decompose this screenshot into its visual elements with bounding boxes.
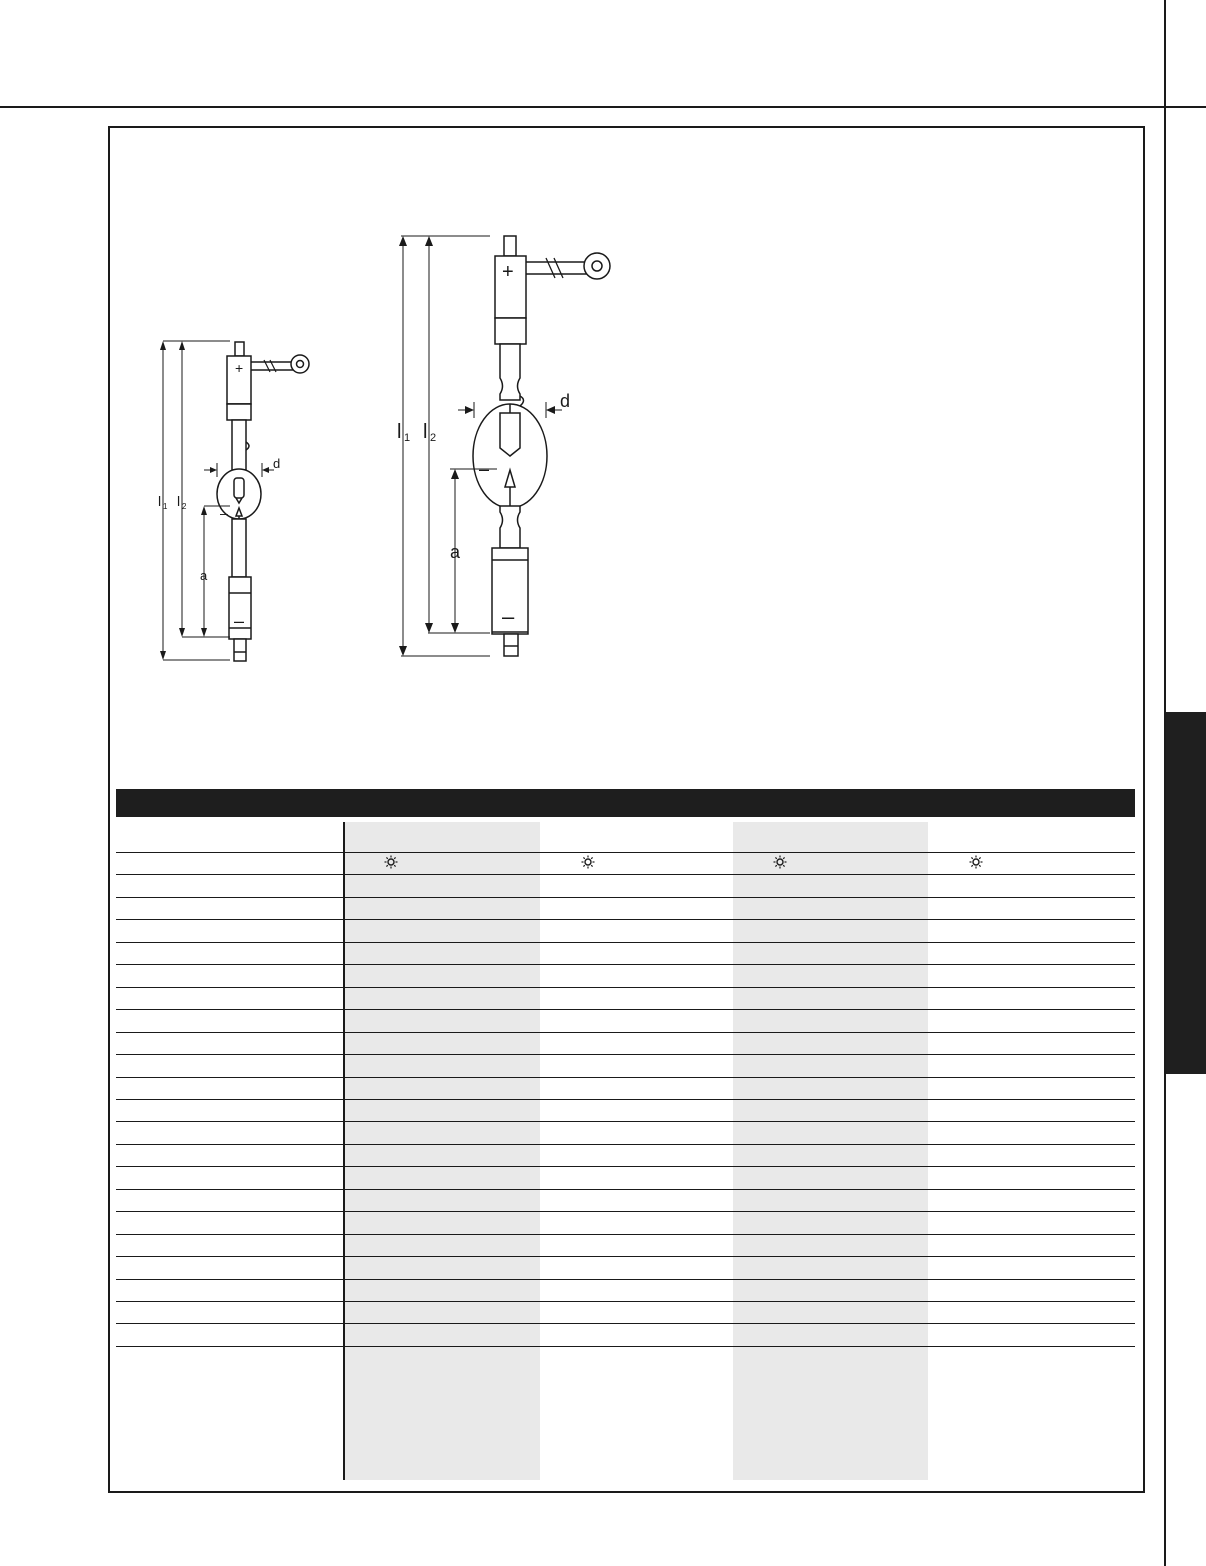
table-column-shade-1	[345, 822, 540, 1480]
table-row-rule	[116, 1054, 1135, 1055]
small-minus-label: –	[234, 611, 245, 631]
small-l2-sub: 2	[182, 502, 187, 511]
sun-icon	[773, 855, 787, 869]
large-minus-label: –	[502, 604, 515, 629]
sun-icon	[581, 855, 595, 869]
large-a-label: a	[450, 542, 461, 562]
table-column-shade-3	[733, 822, 928, 1480]
sun-icon	[969, 855, 983, 869]
table-row-rule	[116, 1234, 1135, 1235]
table-row-rule	[116, 1166, 1135, 1167]
large-plus-label: +	[502, 261, 514, 283]
table-column-divider	[343, 822, 345, 1480]
table-row-rule	[116, 1009, 1135, 1010]
table-header-bar	[116, 789, 1135, 817]
large-lamp-drawing	[399, 236, 610, 656]
table-row-rule	[116, 1256, 1135, 1257]
table-row-rule	[116, 874, 1135, 875]
table-row-rule	[116, 1211, 1135, 1212]
table-row-rule	[116, 1301, 1135, 1302]
table-row-rule	[116, 897, 1135, 898]
table-row-rule	[116, 1121, 1135, 1122]
large-d-label: d	[560, 391, 571, 411]
large-l2-label: l	[423, 421, 428, 443]
large-l1-sub: 1	[404, 432, 411, 444]
sun-icon	[384, 855, 398, 869]
table-row-rule	[116, 1032, 1135, 1033]
table-row-rule	[116, 1144, 1135, 1145]
table-row-rule	[116, 1323, 1135, 1324]
small-l1-label: l	[158, 493, 162, 509]
table-row-rule	[116, 964, 1135, 965]
table-row-rule	[116, 1099, 1135, 1100]
small-a-label: a	[200, 568, 208, 583]
table-row-rule	[116, 942, 1135, 943]
small-gap-label: –	[220, 505, 228, 521]
small-l2-label: l	[177, 493, 181, 509]
large-l1-label: l	[397, 421, 402, 443]
table-row-rule	[116, 987, 1135, 988]
large-gap-label: –	[479, 459, 490, 479]
large-l2-sub: 2	[430, 432, 437, 444]
table-row-rule	[116, 919, 1135, 920]
table-row-rule	[116, 1077, 1135, 1078]
table-row-rule	[116, 1279, 1135, 1280]
table-row-rule	[116, 1346, 1135, 1347]
small-plus-label: +	[235, 360, 244, 376]
table-row-rule	[116, 1189, 1135, 1190]
table-row-rule	[116, 852, 1135, 853]
small-l1-sub: 1	[163, 502, 168, 511]
small-d-label: d	[273, 456, 281, 471]
